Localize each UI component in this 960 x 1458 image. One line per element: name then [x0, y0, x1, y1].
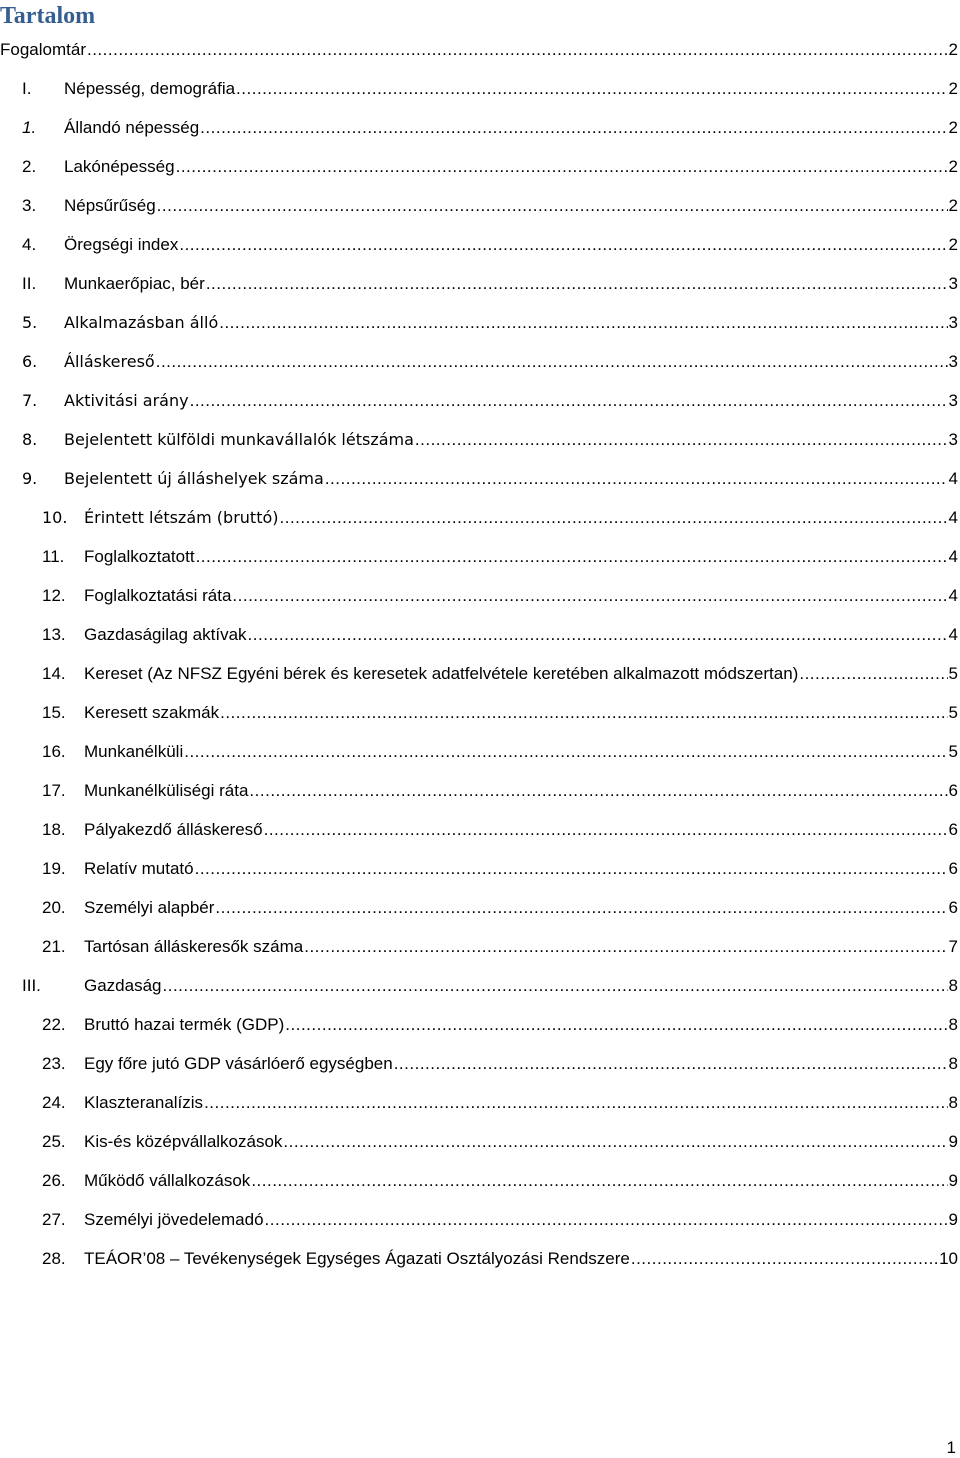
toc-entry-page: 3: [948, 312, 958, 332]
toc-entry-page: 5: [948, 702, 958, 722]
toc-entry-number: 14.: [42, 663, 66, 683]
toc-dot-leader: [215, 897, 947, 919]
toc-dot-leader: [304, 936, 947, 958]
toc-entry-page: 9: [948, 1170, 958, 1190]
toc-entry-page: 4: [948, 585, 958, 605]
toc-entry-number: 8.: [22, 429, 38, 449]
toc-entry-page: 6: [948, 858, 958, 878]
toc-dot-leader: [179, 234, 947, 256]
toc-entry[interactable]: [0, 69, 960, 108]
toc-entry-page: 2: [948, 195, 958, 215]
toc-entry-text[interactable]: Működő vállalkozások: [84, 1170, 251, 1190]
toc-entry[interactable]: [0, 888, 960, 927]
toc-entry-number: 15.: [42, 702, 66, 722]
page-number: 1: [946, 1438, 956, 1457]
toc-entry[interactable]: [0, 186, 960, 225]
toc-entry-number: 11.: [42, 546, 65, 566]
toc-entry[interactable]: [0, 615, 960, 654]
toc-entry-page: 7: [948, 936, 958, 956]
toc-entry-text[interactable]: Kereset (Az NFSZ Egyéni bérek és keresetek adatfelvétele keretében alkalmazott módszertan): [84, 663, 799, 683]
toc-entry-text[interactable]: Bruttó hazai termék (GDP): [84, 1014, 285, 1034]
toc-entry-page: 8: [948, 1092, 958, 1112]
toc-entry[interactable]: [0, 30, 960, 69]
toc-entry-number: 28.: [42, 1248, 66, 1268]
toc-entry-number: II.: [22, 273, 37, 293]
toc-dot-leader: [190, 390, 948, 412]
toc-dot-leader: [251, 1170, 947, 1192]
toc-entry-page: 10: [939, 1248, 958, 1268]
toc-dot-leader: [87, 39, 948, 61]
toc-entry-text[interactable]: Lakónépesség: [64, 156, 175, 176]
toc-entry[interactable]: [0, 1005, 960, 1044]
toc-entry-text[interactable]: Személyi alapbér: [84, 897, 215, 917]
toc-entry[interactable]: [0, 576, 960, 615]
toc-entry-number: 27.: [42, 1209, 66, 1229]
toc-entry-number: I.: [22, 78, 32, 98]
toc-entry-text[interactable]: Álláskereső: [64, 351, 155, 371]
toc-dot-leader: [415, 429, 948, 451]
toc-entry-text[interactable]: Fogalomtár: [0, 39, 86, 59]
toc-entry-page: 3: [948, 273, 958, 293]
toc-entry[interactable]: [0, 108, 960, 147]
toc-entry-number: 12.: [42, 585, 66, 605]
toc-entry-page: 8: [948, 975, 958, 995]
toc-entry[interactable]: [0, 1122, 960, 1161]
toc-entry[interactable]: [0, 147, 960, 186]
toc-entry-text[interactable]: Relatív mutató: [84, 858, 194, 878]
toc-entry-page: 6: [948, 780, 958, 800]
toc-entry-text[interactable]: Munkaerőpiac, bér: [64, 273, 205, 293]
toc-entry-number: 18.: [42, 819, 66, 839]
toc-entry-text[interactable]: Bejelentett külföldi munkavállalók létszáma: [64, 429, 414, 449]
toc-entry-number: III.: [22, 975, 41, 995]
toc-entry-number: 6.: [22, 351, 38, 371]
toc-dot-leader: [248, 624, 948, 646]
toc-dot-leader: [249, 780, 947, 802]
toc-entry-number: 23.: [42, 1053, 66, 1073]
toc-entry-number: 2.: [22, 156, 37, 176]
toc-entry-text[interactable]: Egy főre jutó GDP vásárlóerő egységben: [84, 1053, 393, 1073]
toc-dot-leader: [163, 975, 948, 997]
toc-entry-page: 6: [948, 819, 958, 839]
toc-entry-text[interactable]: Klaszteranalízis: [84, 1092, 204, 1112]
toc-entry-text[interactable]: Munkanélküliségi ráta: [84, 780, 249, 800]
toc-entry-number: 21.: [42, 936, 66, 956]
toc-entry[interactable]: [0, 771, 960, 810]
toc-entry-text[interactable]: Aktivitási arány: [64, 390, 189, 410]
toc-entry-text[interactable]: TEÁOR’08 – Tevékenységek Egységes Ágazati Osztályozási Rendszere: [84, 1248, 630, 1268]
toc-entry-page: 4: [948, 624, 958, 644]
toc-entry-page: 5: [948, 663, 958, 683]
toc-entry-page: 9: [948, 1209, 958, 1229]
toc-entry-text[interactable]: Népesség, demográfia: [64, 78, 236, 98]
toc-dot-leader: [157, 195, 948, 217]
toc-entry[interactable]: [0, 459, 960, 498]
toc-entry-number: 24.: [42, 1092, 66, 1112]
toc-entry-number: 25.: [42, 1131, 66, 1151]
toc-entry-text[interactable]: Öregségi index: [64, 234, 179, 254]
toc-dot-leader: [394, 1053, 948, 1075]
toc-entry-number: 7.: [22, 390, 38, 410]
toc-dot-leader: [232, 585, 947, 607]
toc-dot-leader: [631, 1248, 938, 1270]
toc-entry-number: 22.: [42, 1014, 66, 1034]
toc-entry-text[interactable]: Foglalkoztatott: [84, 546, 195, 566]
toc-entry-page: 2: [948, 78, 958, 98]
toc-entry-number: 20.: [42, 897, 66, 917]
toc-entry-page: 5: [948, 741, 958, 761]
toc-entry[interactable]: [0, 537, 960, 576]
toc-dot-leader: [176, 156, 948, 178]
toc-entry-page: 2: [948, 117, 958, 137]
toc-entry-text[interactable]: Bejelentett új álláshelyek száma: [64, 468, 324, 488]
toc-entry[interactable]: [0, 420, 960, 459]
toc-entry-text[interactable]: Keresett szakmák: [84, 702, 220, 722]
toc-entry[interactable]: [0, 693, 960, 732]
toc-entry[interactable]: [0, 225, 960, 264]
toc-entry-text[interactable]: Állandó népesség: [64, 117, 200, 137]
toc-entry-text[interactable]: Pályakezdő álláskereső: [84, 819, 263, 839]
toc-entry-text[interactable]: Gazdaság: [84, 975, 162, 995]
toc-entry[interactable]: [0, 1083, 960, 1122]
toc-dot-leader: [325, 468, 948, 490]
toc-entry-text[interactable]: Foglalkoztatási ráta: [84, 585, 232, 605]
toc-entry[interactable]: [0, 1044, 960, 1083]
toc-entry[interactable]: [0, 381, 960, 420]
toc-dot-leader: [280, 507, 948, 529]
toc-entry-number: 3.: [22, 195, 37, 215]
toc-dot-leader: [264, 819, 948, 841]
toc-list: [0, 30, 960, 1278]
toc-dot-leader: [204, 1092, 947, 1114]
toc-dot-leader: [200, 117, 947, 139]
toc-dot-leader: [265, 1209, 948, 1231]
toc-entry[interactable]: [0, 849, 960, 888]
toc-entry-text[interactable]: Gazdaságilag aktívak: [84, 624, 247, 644]
toc-entry-page: 2: [948, 39, 958, 59]
toc-entry[interactable]: [0, 303, 960, 342]
toc-entry-number: 5.: [22, 312, 38, 332]
toc-entry-number: 13.: [42, 624, 66, 644]
toc-entry-page: 4: [948, 546, 958, 566]
toc-entry[interactable]: [0, 1239, 960, 1278]
toc-entry-text[interactable]: Érintett létszám (bruttó): [84, 507, 279, 527]
toc-dot-leader: [220, 702, 947, 724]
toc-dot-leader: [799, 663, 947, 685]
toc-entry-number: 26.: [42, 1170, 66, 1190]
toc-entry-number: 1.: [22, 117, 37, 137]
toc-entry-page: 8: [948, 1014, 958, 1034]
toc-entry-text[interactable]: Tartósan álláskeresők száma: [84, 936, 304, 956]
toc-entry-page: 2: [948, 234, 958, 254]
toc-dot-leader: [156, 351, 948, 373]
toc-entry[interactable]: [0, 1161, 960, 1200]
toc-entry-number: 9.: [22, 468, 38, 488]
toc-entry-page: 8: [948, 1053, 958, 1073]
toc-dot-leader: [206, 273, 948, 295]
toc-entry[interactable]: [0, 732, 960, 771]
toc-entry-text[interactable]: Személyi jövedelemadó: [84, 1209, 264, 1229]
toc-entry-page: 9: [948, 1131, 958, 1151]
toc-dot-leader: [285, 1014, 947, 1036]
toc-title: Tartalom: [0, 3, 96, 29]
toc-entry-page: 4: [948, 468, 958, 488]
toc-entry-text[interactable]: Kis-és középvállalkozások: [84, 1131, 283, 1151]
toc-entry[interactable]: [0, 342, 960, 381]
toc-entry-number: 19.: [42, 858, 66, 878]
toc-dot-leader: [236, 78, 947, 100]
toc-entry[interactable]: [0, 927, 960, 966]
toc-entry[interactable]: [0, 1200, 960, 1239]
toc-entry-page: 2: [948, 156, 958, 176]
toc-entry[interactable]: [0, 810, 960, 849]
toc-dot-leader: [219, 312, 947, 334]
toc-entry[interactable]: [0, 498, 960, 537]
toc-dot-leader: [195, 858, 948, 880]
toc-entry-number: 4.: [22, 234, 37, 254]
toc-entry[interactable]: [0, 264, 960, 303]
toc-entry-number: 10.: [42, 507, 68, 527]
toc-entry[interactable]: [0, 966, 960, 1005]
toc-entry-page: 6: [948, 897, 958, 917]
toc-entry-text[interactable]: Alkalmazásban álló: [64, 312, 219, 332]
toc-entry-number: 16.: [42, 741, 66, 761]
toc-entry-text[interactable]: Munkanélküli: [84, 741, 184, 761]
toc-dot-leader: [184, 741, 947, 763]
toc-entry-page: 4: [948, 507, 958, 527]
toc-entry-page: 3: [948, 429, 958, 449]
toc-entry-page: 3: [948, 390, 958, 410]
toc-entry-text[interactable]: Népsűrűség: [64, 195, 156, 215]
toc-entry-number: 17.: [42, 780, 66, 800]
toc-entry-page: 3: [948, 351, 958, 371]
toc-dot-leader: [283, 1131, 947, 1153]
toc-entry[interactable]: [0, 654, 960, 693]
toc-dot-leader: [196, 546, 948, 568]
